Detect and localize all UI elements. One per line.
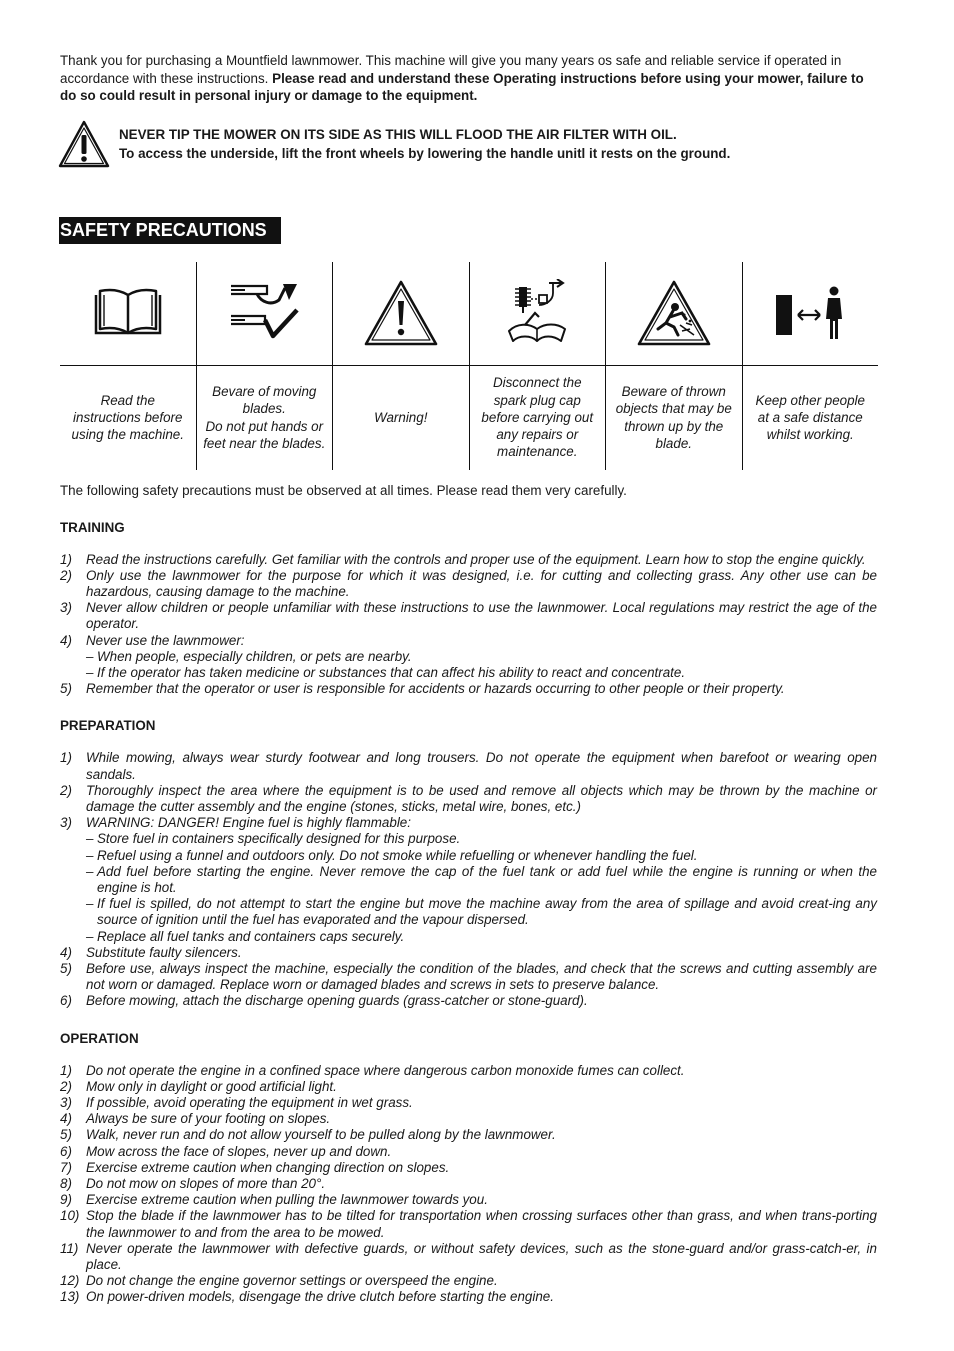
item-text: WARNING: DANGER! Engine fuel is highly flammable: — [86, 815, 411, 831]
list-item — [60, 783, 877, 815]
list-item — [60, 1208, 877, 1240]
sub-item: – Refuel using a funnel and outdoors only. Do not smoke while refuelling or whenever handling the fuel. — [86, 847, 698, 863]
sub-item-text: Replace all fuel tanks and containers caps securely. — [97, 928, 405, 944]
book-icon — [92, 287, 164, 339]
item-number: 5) — [60, 1127, 72, 1143]
list-item — [60, 1111, 877, 1127]
spark-plug-manual-icon — [505, 279, 569, 347]
item-text: Never allow children or people unfamiliar with these instructions to use the lawnmower. Local regulations may restrict the age of the operator. — [86, 600, 877, 632]
item-number: 8) — [60, 1176, 72, 1191]
list-item — [60, 600, 877, 632]
section-title: SAFETY PRECAUTIONS — [59, 217, 281, 244]
list-item — [60, 1095, 877, 1111]
sub-item-text: If fuel is spilled, do not attempt to start the engine but move the machine away from the area of spillage and avoid creat-ing any source of ignition until the fuel has evaporated and the vapour dispersed. — [97, 896, 877, 928]
list-item — [60, 993, 877, 1009]
item-number: 1) — [60, 750, 72, 766]
item-number: 3) — [60, 815, 72, 831]
item-number: 13) — [60, 1289, 80, 1305]
intro-bold-text: Please read and understand these Operating instructions before using your mower, failure to do so could result in personal injury or damage to the equipment. — [60, 70, 864, 103]
preparation-heading: PREPARATION — [60, 718, 156, 734]
tip-warning — [60, 125, 877, 175]
item-text: Stop the blade if the lawnmower has to be tilted for transportation when crossing surfaces other than grass, and when trans-porting the lawnmower to and from the area to be mowed. — [86, 1208, 877, 1240]
sub-item-text: Store fuel in containers specifically designed for this purpose. — [97, 831, 461, 847]
item-text: Remember that the operator or user is responsible for accidents or hazards occurring to other people or their property. — [86, 681, 785, 697]
item-text: Before use, always inspect the machine, especially the condition of the blades, and check that the screws and cutting assembly are not worn or damaged. Replace worn or damaged blades and screws in sets to preserve balance. — [86, 960, 877, 993]
sub-item: – Store fuel in containers specifically designed for this purpose. — [86, 831, 461, 847]
item-text: Before mowing, attach the discharge opening guards (grass-catcher or stone-guard). — [86, 993, 588, 1009]
sub-item-text: When people, especially children, or pets are nearby. — [97, 648, 412, 664]
sub-item: – Replace all fuel tanks and containers caps securely. — [86, 928, 405, 944]
item-text: Do not operate the engine in a confined space where dangerous carbon monoxide fumes can collect. — [86, 1062, 685, 1078]
list-item — [60, 1079, 877, 1095]
list-item — [60, 633, 877, 682]
symbol-caption: Bevare of moving blades. Do not put hands or feet near the blades. — [203, 383, 326, 451]
manual-page — [60, 52, 877, 1306]
hand-foot-blade-icon — [227, 280, 301, 346]
safety-symbols-table — [60, 262, 878, 470]
symbol-read-instructions — [60, 262, 196, 470]
list-item — [60, 1192, 877, 1208]
warning-line-2: To access the underside, lift the front wheels by lowering the handle unitl it rests on the ground. — [119, 145, 731, 161]
item-number: 4) — [60, 944, 72, 960]
sub-item-text: Refuel using a funnel and outdoors only. Do not smoke while refuelling or whenever handling the fuel. — [97, 847, 698, 863]
list-item — [60, 1127, 877, 1143]
list-item — [60, 1289, 877, 1305]
item-text: On power-driven models, disengage the drive clutch before starting the engine. — [86, 1289, 554, 1305]
intro-text: Thank you for purchasing a Mountfield lawnmower. This machine will give you many years os safe and reliable service if operated in accordance with these instructions. — [60, 53, 842, 86]
list-item — [60, 681, 877, 697]
item-number: 11) — [60, 1240, 79, 1256]
symbol-caption: Keep other people at a safe distance whilst working. — [755, 392, 865, 443]
list-item — [60, 568, 877, 600]
item-number: 5) — [60, 960, 72, 976]
item-number: 7) — [60, 1159, 72, 1175]
item-number: 1) — [60, 1062, 72, 1078]
list-item — [60, 815, 877, 945]
item-text: Only use the lawnmower for the purpose for which it was designed, i.e. for cutting and collecting grass. Any other use can be hazardous, causing damage to the machine. — [86, 567, 877, 599]
item-text: Thoroughly inspect the area where the equipment is to be used and remove all objects which may be thrown by the machine or damage the cutter assembly and the engine (stones, sticks, metal wire, bones, etc.) — [86, 782, 877, 814]
item-text: Exercise extreme caution when pulling the lawnmower towards you. — [86, 1192, 488, 1208]
list-item — [60, 961, 877, 993]
item-text: Substitute faulty silencers. — [86, 944, 242, 960]
symbol-caption: Disconnect the spark plug cap before carrying out any repairs or maintenance. — [481, 375, 594, 460]
item-text: Exercise extreme caution when changing direction on slopes. — [86, 1159, 450, 1175]
symbol-spark-plug — [469, 262, 606, 470]
sub-item: – When people, especially children, or pets are nearby. — [86, 648, 412, 664]
sub-item-text: Add fuel before starting the engine. Never remove the cap of the fuel tank or add fuel while the engine is running or when the engine is hot. — [97, 863, 877, 895]
item-text: Read the instructions carefully. Get familiar with the controls and proper use of the equipment. Learn how to stop the engine quickly. — [86, 551, 866, 567]
sub-item: – If fuel is spilled, do not attempt to start the engine but move the machine away from the area of spillage and avoid creat-ing any source of ignition until the fuel has evaporated and the vapour dispersed. — [86, 896, 877, 928]
item-text: While mowing, always wear sturdy footwear and long trousers. Do not operate the equipment when barefoot or wearing open sandals. — [86, 750, 877, 782]
item-number: 12) — [60, 1273, 80, 1289]
list-item — [60, 945, 877, 961]
operation-list — [60, 1063, 877, 1306]
list-item — [60, 1160, 877, 1176]
symbol-caption: Beware of thrown objects that may be thrown up by the blade. — [615, 383, 732, 451]
sub-item: – Add fuel before starting the engine. Never remove the cap of the fuel tank or add fuel while the engine is running or when the engine is hot. — [86, 863, 877, 895]
item-number: 6) — [60, 993, 72, 1009]
item-text: Always be sure of your footing on slopes. — [86, 1111, 331, 1127]
item-number: 3) — [60, 600, 72, 616]
list-item — [60, 1176, 877, 1192]
item-text: Never operate the lawnmower with defective guards, or without safety devices, such as the stone-guard and/or grass-catch-er, in place. — [86, 1240, 877, 1273]
warning-line-1: NEVER TIP THE MOWER ON ITS SIDE AS THIS WILL FLOOD THE AIR FILTER WITH OIL. — [119, 126, 677, 142]
thrown-objects-icon — [636, 279, 712, 347]
symbol-caption: Warning! — [374, 409, 428, 425]
warning-triangle-icon — [363, 279, 439, 347]
lead-text: The following safety precautions must be observed at all times. Please read them very carefully. — [60, 482, 627, 498]
item-number: 1) — [60, 551, 72, 567]
training-list — [60, 552, 877, 698]
preparation-list — [60, 750, 877, 1009]
symbol-moving-blades — [196, 262, 333, 470]
symbol-safe-distance — [742, 262, 879, 470]
intro-paragraph — [60, 52, 877, 105]
item-text: Mow across the face of slopes, never up and down. — [86, 1143, 392, 1159]
item-number: 6) — [60, 1143, 72, 1159]
item-text: Do not change the engine governor settings or overspeed the engine. — [86, 1273, 498, 1289]
item-number: 2) — [60, 567, 72, 583]
item-number: 9) — [60, 1192, 72, 1208]
item-number: 3) — [60, 1094, 72, 1110]
item-number: 4) — [60, 632, 72, 648]
list-item — [60, 552, 877, 568]
item-number: 2) — [60, 1078, 72, 1094]
item-number: 10) — [60, 1208, 80, 1224]
list-item — [60, 1241, 877, 1273]
item-number: 2) — [60, 782, 72, 798]
item-text: Never use the lawnmower: — [86, 632, 245, 648]
list-item — [60, 1063, 877, 1079]
sub-item: – If the operator has taken medicine or substances that can affect his ability to react and concentrate. — [86, 664, 686, 680]
list-item — [60, 1144, 877, 1160]
symbol-caption: Read the instructions before using the machine. — [71, 392, 184, 443]
list-item — [60, 750, 877, 782]
item-number: 4) — [60, 1111, 72, 1127]
item-text: Do not mow on slopes of more than 20°. — [86, 1176, 326, 1191]
item-text: If possible, avoid operating the equipment in wet grass. — [86, 1094, 413, 1110]
sub-item-text: If the operator has taken medicine or substances that can affect his ability to react and concentrate. — [97, 664, 686, 680]
item-text: Mow only in daylight or good artificial light. — [86, 1078, 337, 1094]
symbol-thrown-objects — [605, 262, 742, 470]
item-text: Walk, never run and do not allow yourself to be pulled along by the lawnmower. — [86, 1127, 556, 1143]
operation-heading: OPERATION — [60, 1030, 139, 1046]
warning-triangle-icon — [58, 119, 110, 169]
training-heading: TRAINING — [60, 519, 125, 535]
item-number: 5) — [60, 681, 72, 697]
symbol-warning — [332, 262, 469, 470]
list-item — [60, 1273, 877, 1289]
safe-distance-icon — [772, 285, 848, 341]
